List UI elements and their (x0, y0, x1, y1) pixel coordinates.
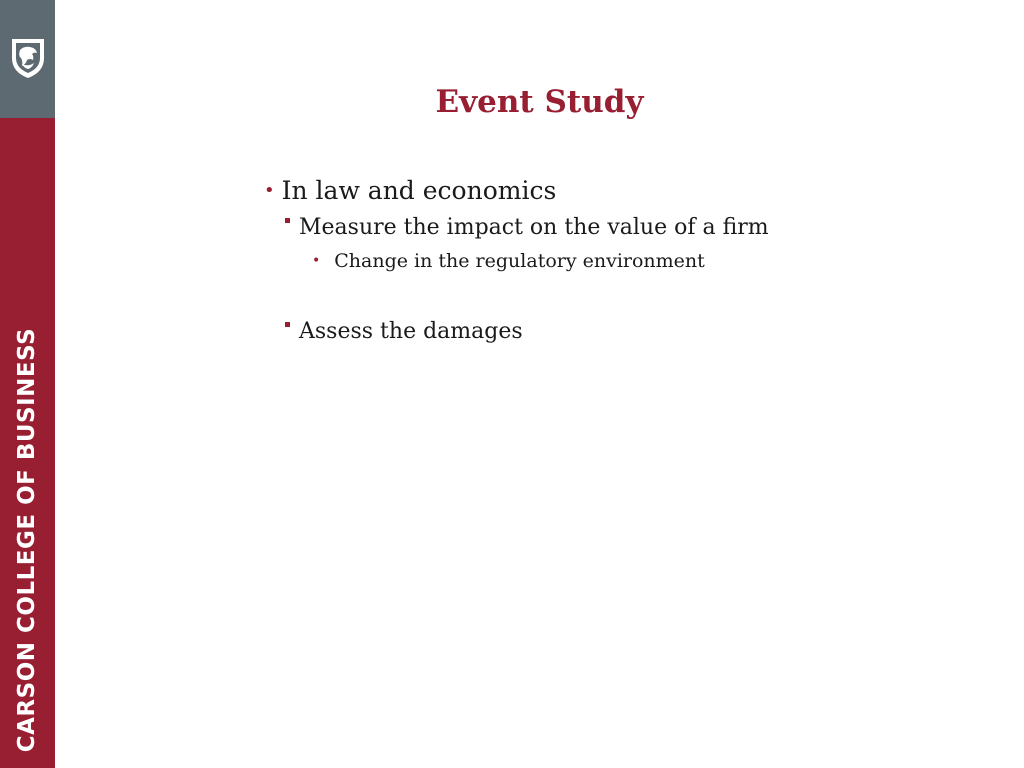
list-item (264, 176, 556, 205)
sidebar (0, 0, 55, 768)
list-item (312, 250, 705, 272)
bullet-text: Measure the impact on the value of a firm (299, 215, 769, 240)
list-item (285, 319, 523, 344)
square-bullet-icon (285, 322, 290, 327)
square-bullet-icon (285, 218, 290, 223)
college-name: CARSON COLLEGE OF BUSINESS (14, 327, 40, 753)
bullet-icon: • (312, 253, 321, 269)
list-item (285, 215, 769, 240)
cougar-shield-icon (10, 36, 46, 80)
bullet-text: Assess the damages (299, 319, 523, 344)
bullet-text: In law and economics (281, 176, 557, 205)
slide-title: Event Study (435, 84, 644, 120)
bullet-icon: • (264, 180, 275, 201)
bullet-text: Change in the regulatory environment (334, 250, 705, 272)
